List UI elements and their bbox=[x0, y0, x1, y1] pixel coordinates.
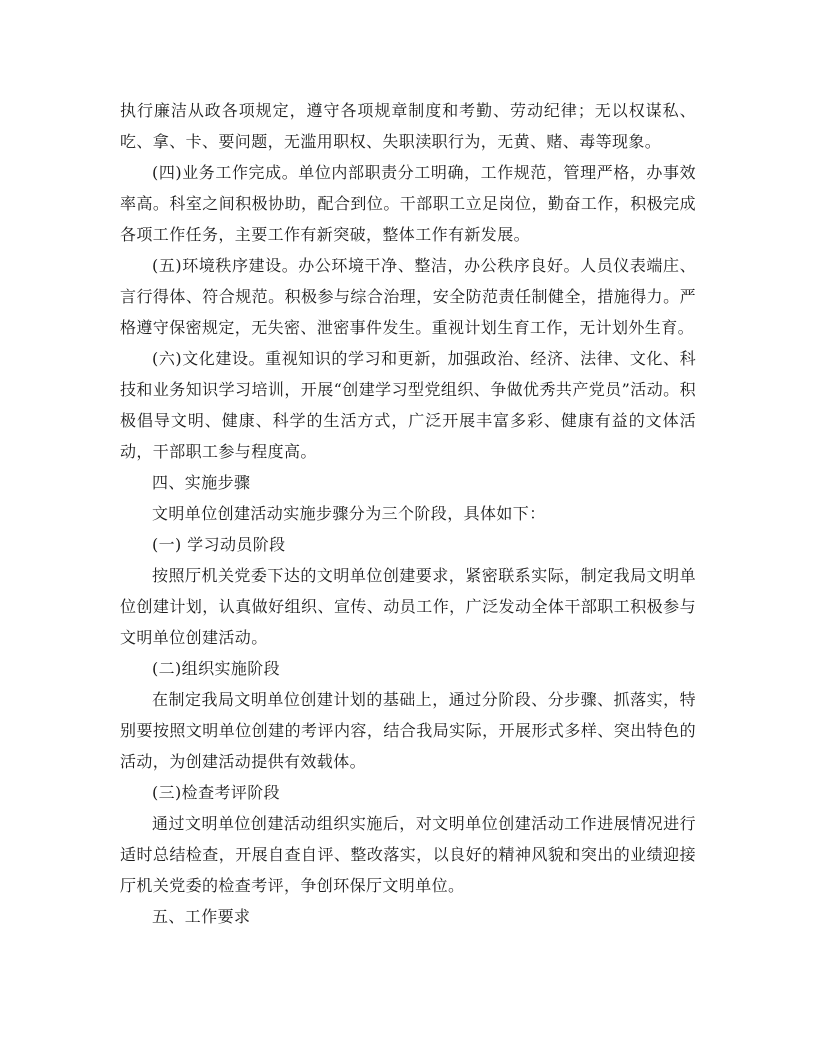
heading-implementation-steps: 四、实施步骤 bbox=[152, 473, 251, 492]
paragraph-organize-implement: 在制定我局文明单位创建计划的基础上，通过分阶段、分步骤、抓落实，特别要按照文明单位创建的考评内容，结合我局实际，开展形式多样、突出特色的活动，为创建活动提供有效载体。 bbox=[120, 690, 696, 771]
paragraph-culture-building: (六)文化建设。重视知识的学习和更新，加强政治、经济、法律、文化、科技和业务知识学习培训，开展“创建学习型党组织、争做优秀共产党员”活动。积极倡导文明、健康、科学的生活方式，广泛开展丰富多彩、健康有益的文体活动，干部职工参与程度高。 bbox=[120, 349, 696, 461]
subheading-organize-implement: (二)组织实施阶段 bbox=[152, 659, 281, 678]
paragraph-inspection-evaluation: 通过文明单位创建活动组织实施后，对文明单位创建活动工作进展情况进行适时总结检查，开展自查自评、整改落实，以良好的精神风貌和突出的业绩迎接厅机关党委的检查考评，争创环保厅文明单位。 bbox=[120, 814, 696, 895]
document-page bbox=[120, 95, 696, 932]
paragraph-steps-intro: 文明单位创建活动实施步骤分为三个阶段，具体如下： bbox=[152, 504, 546, 523]
heading-work-requirements: 五、工作要求 bbox=[152, 907, 251, 926]
paragraph-discipline: 执行廉洁从政各项规定，遵守各项规章制度和考勤、劳动纪律；无以权谋私、吃、拿、卡、要问题，无滥用职权、失职渎职行为，无黄、赌、毒等现象。 bbox=[120, 101, 696, 151]
paragraph-study-mobilization: 按照厅机关党委下达的文明单位创建要求，紧密联系实际，制定我局文明单位创建计划，认真做好组织、宣传、动员工作，广泛发动全体干部职工积极参与文明单位创建活动。 bbox=[120, 566, 696, 647]
paragraph-business-work: (四)业务工作完成。单位内部职责分工明确，工作规范，管理严格，办事效率高。科室之间积极协助，配合到位。干部职工立足岗位，勤奋工作，积极完成各项工作任务，主要工作有新突破，整体工作有新发展。 bbox=[120, 163, 696, 244]
paragraph-environment-order: (五)环境秩序建设。办公环境干净、整洁，办公秩序良好。人员仪表端庄、言行得体、符合规范。积极参与综合治理，安全防范责任制健全，措施得力。严格遵守保密规定，无失密、泄密事件发生。重视计划生育工作，无计划外生育。 bbox=[120, 256, 696, 337]
subheading-study-mobilization: (一) 学习动员阶段 bbox=[152, 535, 286, 554]
subheading-inspection-evaluation: (三)检查考评阶段 bbox=[152, 783, 281, 802]
